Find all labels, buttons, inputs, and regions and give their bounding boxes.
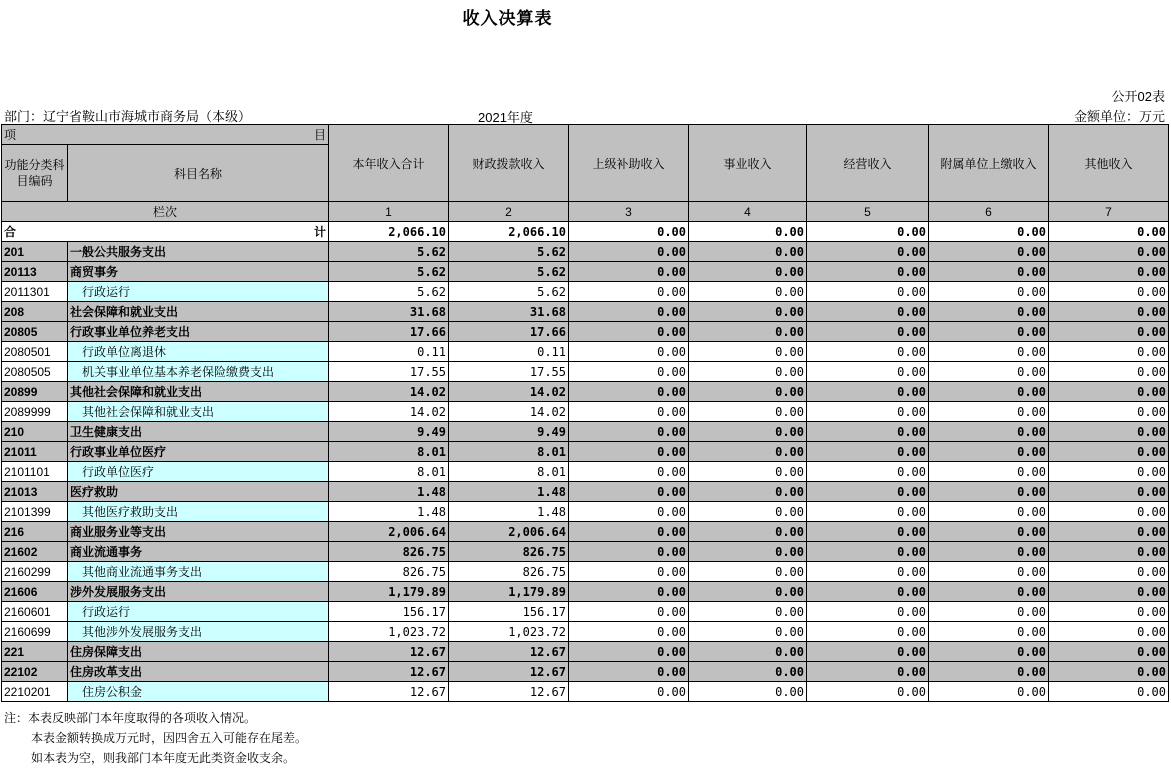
row-code: 21011: [2, 442, 68, 462]
row-value: 0.00: [929, 422, 1049, 442]
row-value: 1.48: [329, 482, 449, 502]
row-value: 0.00: [929, 322, 1049, 342]
row-value: 0.00: [807, 562, 929, 582]
row-name: 社会保障和就业支出: [68, 302, 329, 322]
row-value: 0.00: [569, 302, 689, 322]
row-code: 20113: [2, 262, 68, 282]
row-value: 0.00: [929, 682, 1049, 702]
table-row: [2, 582, 1169, 602]
row-value: 0.00: [807, 402, 929, 422]
row-value: 0.00: [569, 642, 689, 662]
row-code: 2210201: [2, 682, 68, 702]
table-row: [2, 622, 1169, 642]
row-code: 2101101: [2, 462, 68, 482]
row-value: 0.11: [329, 342, 449, 362]
row-value: 0.00: [689, 342, 807, 362]
table-row: [2, 642, 1169, 662]
row-value: 0.00: [1049, 262, 1169, 282]
row-value: 0.00: [807, 262, 929, 282]
row-value: 0.00: [807, 582, 929, 602]
note-line: 本表金额转换成万元时，因四舍五入可能存在尾差。: [31, 731, 308, 745]
row-value: 0.00: [689, 642, 807, 662]
total-value: 0.00: [1049, 222, 1169, 242]
row-value: 2,006.64: [329, 522, 449, 542]
row-value: 0.00: [569, 462, 689, 482]
table-row: [2, 662, 1169, 682]
row-value: 0.00: [807, 242, 929, 262]
row-code: 22102: [2, 662, 68, 682]
row-number-label: 栏次: [2, 202, 329, 222]
row-value: 0.00: [569, 582, 689, 602]
table-row: [2, 522, 1169, 542]
row-value: 826.75: [329, 542, 449, 562]
row-value: 0.00: [807, 342, 929, 362]
row-value: 31.68: [449, 302, 569, 322]
form-number: 公开02表: [1111, 89, 1165, 104]
row-value: 0.00: [569, 502, 689, 522]
table-row: [2, 602, 1169, 622]
item-header: [2, 125, 329, 145]
row-code: 2101399: [2, 502, 68, 522]
row-value: 0.00: [1049, 482, 1169, 502]
table-notes: [4, 708, 307, 768]
row-code: 210: [2, 422, 68, 442]
row-value: 826.75: [449, 562, 569, 582]
total-value: 0.00: [689, 222, 807, 242]
row-value: 0.00: [689, 322, 807, 342]
table-row: [2, 442, 1169, 462]
table-row: [2, 402, 1169, 422]
row-value: 0.00: [929, 462, 1049, 482]
row-value: 1.48: [329, 502, 449, 522]
row-value: 0.00: [1049, 662, 1169, 682]
row-value: 0.00: [1049, 602, 1169, 622]
row-name: 行政事业单位养老支出: [68, 322, 329, 342]
row-value: 8.01: [449, 442, 569, 462]
row-value: 0.00: [569, 262, 689, 282]
row-value: 0.00: [689, 262, 807, 282]
col-header-5: 经营收入: [807, 125, 929, 202]
row-value: 0.00: [1049, 582, 1169, 602]
row-code: 201: [2, 242, 68, 262]
row-value: 0.00: [807, 282, 929, 302]
total-value: 2,066.10: [329, 222, 449, 242]
row-name: 商业服务业等支出: [68, 522, 329, 542]
total-value: 0.00: [569, 222, 689, 242]
row-name: 其他社会保障和就业支出: [68, 402, 329, 422]
col-header-7: 其他收入: [1049, 125, 1169, 202]
row-value: 0.00: [1049, 522, 1169, 542]
row-value: 14.02: [329, 382, 449, 402]
row-name: 其他医疗救助支出: [68, 502, 329, 522]
col-number-1: 1: [329, 202, 449, 222]
row-value: 0.00: [689, 502, 807, 522]
row-value: 12.67: [329, 682, 449, 702]
row-value: 0.00: [929, 442, 1049, 462]
row-value: 0.00: [807, 482, 929, 502]
total-value: 0.00: [807, 222, 929, 242]
row-name: 卫生健康支出: [68, 422, 329, 442]
row-value: 0.00: [569, 322, 689, 342]
row-value: 0.00: [569, 682, 689, 702]
row-value: 0.00: [1049, 382, 1169, 402]
row-value: 0.00: [569, 422, 689, 442]
row-value: 9.49: [449, 422, 569, 442]
row-value: 0.00: [1049, 322, 1169, 342]
row-value: 17.55: [449, 362, 569, 382]
row-value: 0.00: [1049, 282, 1169, 302]
row-name: 涉外发展服务支出: [68, 582, 329, 602]
row-value: 0.00: [689, 382, 807, 402]
row-value: 0.00: [807, 662, 929, 682]
row-value: 12.67: [329, 642, 449, 662]
row-value: 0.00: [689, 362, 807, 382]
row-value: 0.00: [929, 622, 1049, 642]
row-name: 商业流通事务: [68, 542, 329, 562]
row-value: 0.00: [929, 582, 1049, 602]
row-value: 0.00: [807, 362, 929, 382]
row-value: 826.75: [329, 562, 449, 582]
row-value: 156.17: [449, 602, 569, 622]
row-value: 0.00: [569, 402, 689, 422]
row-code: 2089999: [2, 402, 68, 422]
row-value: 0.00: [1049, 402, 1169, 422]
row-value: 0.00: [569, 382, 689, 402]
row-code: 2011301: [2, 282, 68, 302]
row-name: 行政事业单位医疗: [68, 442, 329, 462]
row-value: 0.00: [929, 342, 1049, 362]
total-label-right: 计: [313, 225, 326, 239]
row-value: 1.48: [449, 502, 569, 522]
row-code: 2160601: [2, 602, 68, 622]
row-value: 0.00: [807, 602, 929, 622]
row-code: 208: [2, 302, 68, 322]
row-name: 住房改革支出: [68, 662, 329, 682]
row-name: 住房公积金: [68, 682, 329, 702]
col-header-6: 附属单位上缴收入: [929, 125, 1049, 202]
row-value: 0.00: [689, 442, 807, 462]
table-row: [2, 482, 1169, 502]
row-value: 5.62: [449, 282, 569, 302]
row-code: 20899: [2, 382, 68, 402]
row-value: 0.00: [689, 422, 807, 442]
row-value: 0.00: [1049, 642, 1169, 662]
row-value: 156.17: [329, 602, 449, 622]
row-value: 0.00: [929, 362, 1049, 382]
row-code: 2160299: [2, 562, 68, 582]
row-value: 12.67: [449, 642, 569, 662]
row-code: 21606: [2, 582, 68, 602]
row-value: 1,179.89: [329, 582, 449, 602]
row-value: 1,023.72: [329, 622, 449, 642]
fiscal-year: 2021年度: [478, 110, 533, 125]
col-header-3: 上级补助收入: [569, 125, 689, 202]
department-label: 部门：辽宁省鞍山市海城市商务局（本级）: [4, 109, 252, 124]
row-value: 0.00: [569, 542, 689, 562]
row-value: 0.00: [807, 682, 929, 702]
col-header-4: 事业收入: [689, 125, 807, 202]
item-header-left: 项: [4, 128, 17, 142]
row-value: 0.00: [569, 562, 689, 582]
row-value: 0.00: [1049, 242, 1169, 262]
row-value: 12.67: [329, 662, 449, 682]
row-value: 0.00: [689, 482, 807, 502]
amount-unit: 金额单位：万元: [1073, 109, 1165, 124]
row-value: 0.00: [689, 582, 807, 602]
row-value: 0.00: [569, 602, 689, 622]
table-row: [2, 422, 1169, 442]
row-value: 0.00: [569, 342, 689, 362]
table-row: [2, 322, 1169, 342]
row-value: 0.00: [807, 502, 929, 522]
row-value: 0.00: [689, 542, 807, 562]
table-row: [2, 462, 1169, 482]
col-header-2: 财政拨款收入: [449, 125, 569, 202]
row-value: 0.00: [807, 642, 929, 662]
row-value: 0.00: [807, 442, 929, 462]
row-value: 0.11: [449, 342, 569, 362]
row-value: 17.66: [329, 322, 449, 342]
col-number-2: 2: [449, 202, 569, 222]
row-value: 0.00: [569, 522, 689, 542]
table-row: [2, 242, 1169, 262]
name-header: 科目名称: [68, 145, 329, 202]
row-value: 14.02: [449, 382, 569, 402]
row-value: 0.00: [929, 282, 1049, 302]
row-value: 0.00: [1049, 622, 1169, 642]
row-value: 12.67: [449, 682, 569, 702]
row-code: 2160699: [2, 622, 68, 642]
table-row: [2, 282, 1169, 302]
row-value: 0.00: [1049, 302, 1169, 322]
row-value: 14.02: [449, 402, 569, 422]
row-value: 0.00: [569, 662, 689, 682]
row-value: 0.00: [1049, 442, 1169, 462]
total-value: 2,066.10: [449, 222, 569, 242]
row-value: 2,006.64: [449, 522, 569, 542]
row-value: 0.00: [929, 562, 1049, 582]
col-number-3: 3: [569, 202, 689, 222]
table-row: [2, 382, 1169, 402]
row-value: 0.00: [929, 482, 1049, 502]
row-value: 0.00: [807, 622, 929, 642]
row-name: 医疗救助: [68, 482, 329, 502]
page-title: 收入决算表: [462, 9, 553, 28]
row-value: 0.00: [1049, 502, 1169, 522]
row-value: 8.01: [329, 442, 449, 462]
code-header: 功能分类科目编码: [2, 145, 68, 202]
row-value: 0.00: [929, 302, 1049, 322]
total-label: [2, 222, 329, 242]
row-value: 5.62: [329, 262, 449, 282]
row-value: 1,179.89: [449, 582, 569, 602]
row-value: 0.00: [689, 402, 807, 422]
row-code: 21013: [2, 482, 68, 502]
row-code: 221: [2, 642, 68, 662]
row-value: 0.00: [1049, 562, 1169, 582]
table-row: [2, 542, 1169, 562]
row-code: 2080501: [2, 342, 68, 362]
row-code: 216: [2, 522, 68, 542]
col-header-1: 本年收入合计: [329, 125, 449, 202]
row-value: 17.66: [449, 322, 569, 342]
row-value: 0.00: [689, 242, 807, 262]
col-number-4: 4: [689, 202, 807, 222]
row-value: 0.00: [569, 482, 689, 502]
total-label-left: 合: [4, 225, 17, 239]
row-value: 1.48: [449, 482, 569, 502]
table-row: [2, 302, 1169, 322]
row-value: 0.00: [569, 362, 689, 382]
row-value: 0.00: [929, 242, 1049, 262]
row-name: 其他涉外发展服务支出: [68, 622, 329, 642]
row-value: 0.00: [689, 522, 807, 542]
row-value: 0.00: [807, 422, 929, 442]
row-value: 0.00: [807, 322, 929, 342]
row-value: 12.67: [449, 662, 569, 682]
table-row: [2, 262, 1169, 282]
row-name: 一般公共服务支出: [68, 242, 329, 262]
row-value: 0.00: [929, 522, 1049, 542]
row-value: 0.00: [689, 462, 807, 482]
col-number-5: 5: [807, 202, 929, 222]
row-name: 其他社会保障和就业支出: [68, 382, 329, 402]
row-value: 14.02: [329, 402, 449, 422]
row-code: 21602: [2, 542, 68, 562]
row-name: 住房保障支出: [68, 642, 329, 662]
row-value: 0.00: [689, 622, 807, 642]
row-value: 0.00: [689, 282, 807, 302]
row-value: 31.68: [329, 302, 449, 322]
row-name: 机关事业单位基本养老保险缴费支出: [68, 362, 329, 382]
row-value: 0.00: [807, 462, 929, 482]
income-final-accounts-table: [1, 124, 1169, 702]
row-name: 行政单位离退休: [68, 342, 329, 362]
row-value: 826.75: [449, 542, 569, 562]
row-value: 5.62: [449, 242, 569, 262]
row-name: 其他商业流通事务支出: [68, 562, 329, 582]
row-value: 1,023.72: [449, 622, 569, 642]
row-value: 0.00: [689, 662, 807, 682]
row-value: 0.00: [569, 622, 689, 642]
row-value: 0.00: [929, 402, 1049, 422]
item-header-right: 目: [313, 128, 326, 142]
row-value: 8.01: [449, 462, 569, 482]
row-value: 0.00: [929, 662, 1049, 682]
row-value: 0.00: [929, 602, 1049, 622]
row-name: 行政单位医疗: [68, 462, 329, 482]
row-value: 0.00: [689, 602, 807, 622]
row-value: 8.01: [329, 462, 449, 482]
row-name: 行政运行: [68, 282, 329, 302]
row-value: 0.00: [569, 442, 689, 462]
table-row: [2, 362, 1169, 382]
row-value: 0.00: [929, 382, 1049, 402]
row-value: 0.00: [689, 562, 807, 582]
col-number-7: 7: [1049, 202, 1169, 222]
row-value: 0.00: [1049, 342, 1169, 362]
row-value: 0.00: [569, 282, 689, 302]
row-value: 0.00: [807, 382, 929, 402]
row-value: 5.62: [329, 282, 449, 302]
row-value: 0.00: [689, 302, 807, 322]
table-row: [2, 562, 1169, 582]
row-value: 0.00: [929, 642, 1049, 662]
row-value: 0.00: [807, 522, 929, 542]
note-line: 如本表为空，则我部门本年度无此类资金收支余。: [31, 751, 296, 765]
row-name: 行政运行: [68, 602, 329, 622]
row-code: 20805: [2, 322, 68, 342]
row-value: 0.00: [1049, 422, 1169, 442]
row-value: 0.00: [807, 302, 929, 322]
note-line: 注：本表反映部门本年度取得的各项收入情况。: [4, 711, 257, 725]
row-code: 2080505: [2, 362, 68, 382]
row-value: 0.00: [1049, 542, 1169, 562]
total-row: [2, 222, 1169, 242]
total-value: 0.00: [929, 222, 1049, 242]
row-value: 0.00: [929, 262, 1049, 282]
col-number-6: 6: [929, 202, 1049, 222]
row-value: 0.00: [807, 542, 929, 562]
table-row: [2, 502, 1169, 522]
row-name: 商贸事务: [68, 262, 329, 282]
row-value: 0.00: [1049, 462, 1169, 482]
row-value: 9.49: [329, 422, 449, 442]
table-row: [2, 682, 1169, 702]
row-value: 0.00: [569, 242, 689, 262]
row-value: 0.00: [929, 502, 1049, 522]
row-value: 0.00: [689, 682, 807, 702]
row-value: 5.62: [329, 242, 449, 262]
row-value: 17.55: [329, 362, 449, 382]
row-value: 0.00: [1049, 362, 1169, 382]
row-value: 0.00: [929, 542, 1049, 562]
row-value: 5.62: [449, 262, 569, 282]
table-row: [2, 342, 1169, 362]
row-value: 0.00: [1049, 682, 1169, 702]
